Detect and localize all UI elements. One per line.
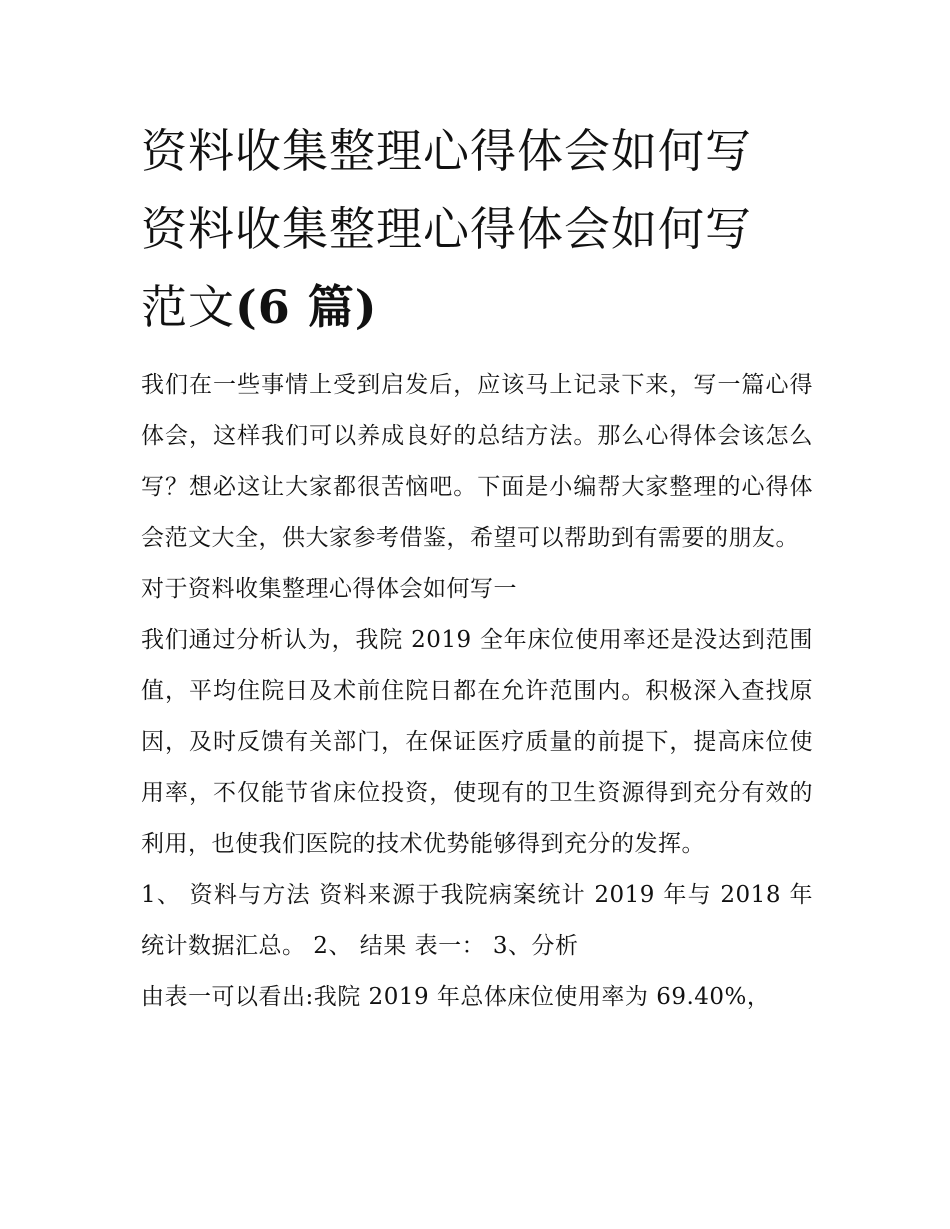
body-paragraph-3: 由表一可以看出:我院 2019 年总体床位使用率为 69.40%， [141, 984, 771, 1010]
body-paragraph-2: 1、 资料与方法 资料来源于我院病案统计 2019 年与 2018 年统计数据汇总。 2、 结果 表一： 3、分析 [141, 882, 813, 959]
section-heading: 对于资料收集整理心得体会如何写一 [141, 576, 517, 602]
title-line-3-prefix: 范文 [141, 280, 235, 334]
intro-paragraph: 我们在一些事情上受到启发后，应该马上记录下来，写一篇心得体会，这样我们可以养成良好的总结方法。那么心得体会该怎么写？想必这让大家都很苦恼吧。下面是小编帮大家整理的心得体会范文大全，供大家参考借鉴，希望可以帮助到有需要的朋友。 [141, 372, 813, 551]
title-line-1: 资料收集整理心得体会如何写 [141, 124, 752, 178]
title-line-3-suffix: (6 篇) [235, 280, 378, 334]
body-paragraph-1: 我们通过分析认为，我院 2019 全年床位使用率还是没达到范围值，平均住院日及术前住院日都在允许范围内。积极深入查找原因，及时反馈有关部门，在保证医疗质量的前提下，提高床位使用率，不仅能节省床位投资，使现有的卫生资源得到充分有效的利用，也使我们医院的技术优势能够得到充分的发挥。 [141, 627, 813, 857]
document-title [141, 112, 813, 346]
title-line-2: 资料收集整理心得体会如何写 [141, 202, 752, 256]
document-page [141, 112, 813, 1023]
